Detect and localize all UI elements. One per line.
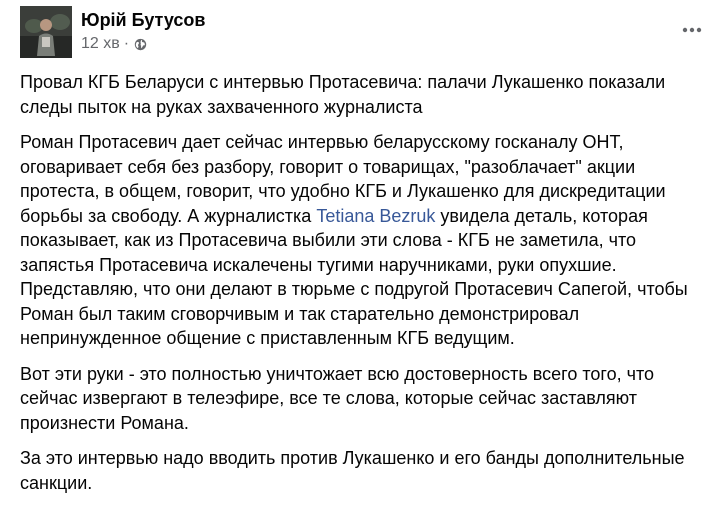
- text-line: Роман Протасевич дает сейчас интервью беларусскому госканалу ОНТ,: [20, 132, 624, 152]
- post-text: [20, 70, 720, 506]
- globe-icon[interactable]: [134, 38, 147, 51]
- text-line: санкции.: [20, 472, 93, 493]
- text-line: оговаривает себя без разбору, говорит о товарищах, "разоблачает" акции: [20, 156, 636, 177]
- text-line: сейчас извергают в телеэфире, все те слова, которые сейчас заставляют: [20, 388, 638, 408]
- text-line-with-mention: [20, 204, 720, 229]
- text-line: произнести Романа.: [20, 412, 189, 433]
- paragraph-2: [20, 130, 720, 351]
- post-header: [20, 6, 710, 58]
- post-meta: [81, 35, 147, 53]
- post-time[interactable]: 12 хв: [81, 35, 120, 52]
- mention-link-tetiana-bezruk[interactable]: Tetiana Bezruk: [316, 205, 436, 226]
- text-line: Провал КГБ Беларуси с интервью Протасевича: палачи Лукашенко показали: [20, 72, 666, 92]
- paragraph-3: [20, 362, 720, 436]
- paragraph-4: [20, 446, 720, 495]
- meta-separator: ·: [123, 35, 130, 52]
- ellipsis-icon: [682, 27, 702, 33]
- text-line: Роман был таким сговорчивым и так старательно демонстрировал: [20, 303, 580, 324]
- text-line: За это интервью надо вводить против Лукашенко и его банды дополнительные: [20, 448, 685, 468]
- text-line: протеста, в общем, говорит, что удобно КГБ и Лукашенко для дискредитации: [20, 181, 666, 201]
- author-avatar[interactable]: [20, 6, 72, 58]
- text-fragment: борьбы за свободу. А журналистка: [20, 205, 317, 226]
- text-fragment: увидела деталь, которая: [435, 205, 648, 226]
- text-line: следы пыток на руках захваченного журналиста: [20, 96, 423, 117]
- text-line: Вот эти руки - это полностью уничтожает всю достоверность всего того, что: [20, 363, 655, 384]
- avatar-photo: [20, 6, 72, 58]
- more-options-button[interactable]: [674, 12, 710, 48]
- author-name[interactable]: Юрій Бутусов: [81, 10, 206, 30]
- text-line: Представляю, что они делают в тюрьме с подругой Протасевич Сапегой, чтобы: [20, 279, 688, 299]
- text-line: запястья Протасевича искалечены тугими наручниками, руки опухшие.: [20, 254, 617, 275]
- text-line: непринужденное общение с приставленным КГБ ведущим.: [20, 328, 515, 348]
- text-line: показывает, как из Протасевича выбили эти слова - КГБ не заметила, что: [20, 230, 637, 250]
- paragraph-1: [20, 70, 720, 119]
